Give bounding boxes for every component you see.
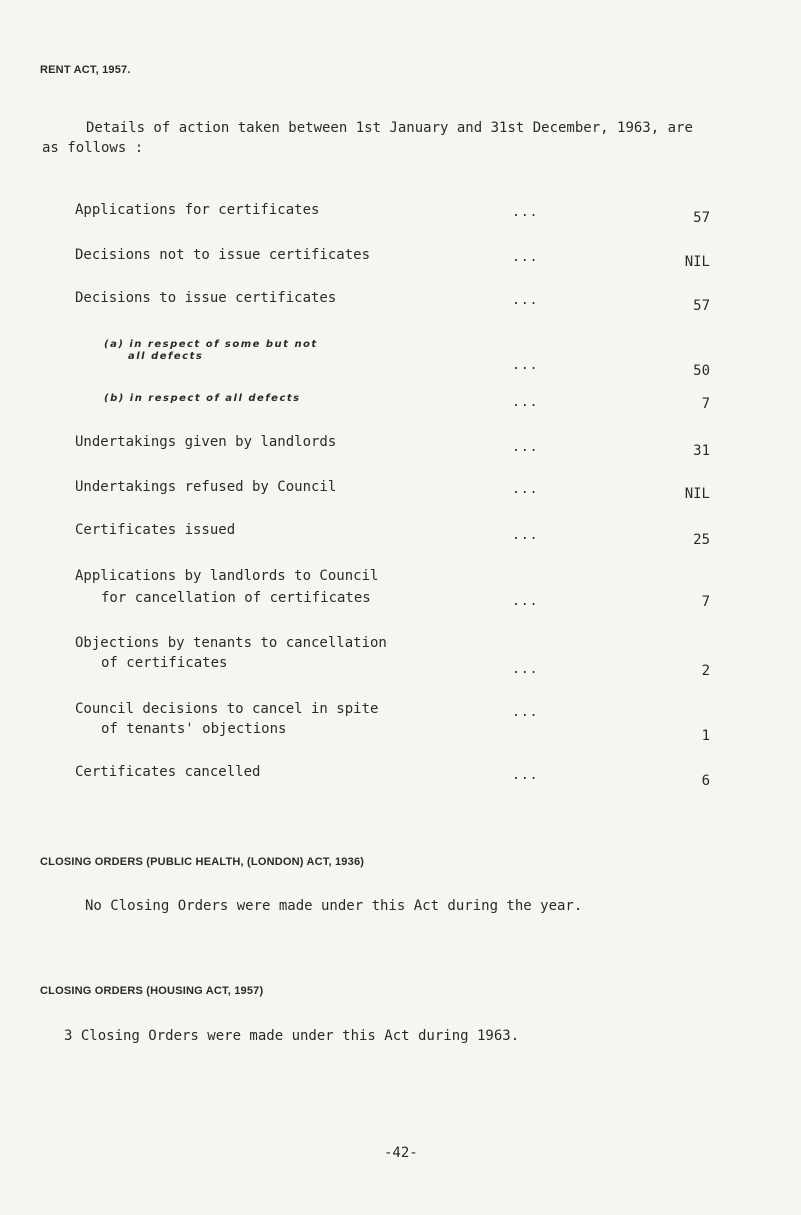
- row-undertakings-refused-value: NIL: [684, 486, 710, 502]
- row-decisions-issue-label: Decisions to issue certificates: [75, 290, 337, 306]
- intro-text-line1: Details of action taken between 1st January and 31st December, 1963, are: [86, 120, 693, 136]
- row-certificates-issued-label: Certificates issued: [75, 522, 236, 538]
- row-council-decisions-value: 1: [701, 728, 710, 744]
- row-objections-label-line1: Objections by tenants to cancellation: [75, 635, 387, 651]
- row-council-decisions-leader: ...: [512, 705, 539, 720]
- row-applications-cancellation-leader: ...: [512, 594, 539, 609]
- row-applications-value: 57: [693, 210, 710, 226]
- closing-housing-heading: CLOSING ORDERS (HOUSING ACT, 1957): [40, 985, 264, 997]
- row-some-defects-label-line1: (a) in respect of some but not: [104, 339, 318, 350]
- row-decisions-not-issue-leader: ...: [512, 250, 539, 265]
- row-all-defects-label: (b) in respect of all defects: [104, 393, 301, 404]
- closing-public-health-heading: CLOSING ORDERS (PUBLIC HEALTH, (LONDON) ACT, 1936): [40, 856, 365, 868]
- row-decisions-issue-leader: ...: [512, 293, 539, 308]
- row-undertakings-given-label: Undertakings given by landlords: [75, 434, 337, 450]
- row-undertakings-refused-leader: ...: [512, 482, 539, 497]
- row-applications-cancellation-label-line1: Applications by landlords to Council: [75, 568, 379, 584]
- row-applications-cancellation-label-line2: for cancellation of certificates: [101, 590, 371, 606]
- row-decisions-issue-value: 57: [693, 298, 710, 314]
- row-certificates-issued-leader: ...: [512, 528, 539, 543]
- intro-text-line2: as follows :: [42, 140, 144, 156]
- row-certificates-cancelled-label: Certificates cancelled: [75, 764, 261, 780]
- row-applications-leader: ...: [512, 205, 539, 220]
- page-number: -42-: [384, 1145, 418, 1161]
- row-objections-value: 2: [701, 663, 710, 679]
- row-applications-label: Applications for certificates: [75, 202, 320, 218]
- row-some-defects-value: 50: [693, 363, 710, 379]
- row-objections-leader: ...: [512, 662, 539, 677]
- rent-act-heading: RENT ACT, 1957.: [40, 64, 131, 76]
- row-certificates-issued-value: 25: [693, 532, 710, 548]
- row-decisions-not-issue-value: NIL: [684, 254, 710, 270]
- row-council-decisions-label-line2: of tenants' objections: [101, 721, 287, 737]
- row-decisions-not-issue-label: Decisions not to issue certificates: [75, 247, 371, 263]
- row-council-decisions-label-line1: Council decisions to cancel in spite: [75, 701, 379, 717]
- row-certificates-cancelled-value: 6: [701, 773, 710, 789]
- row-undertakings-refused-label: Undertakings refused by Council: [75, 479, 337, 495]
- row-undertakings-given-value: 31: [693, 443, 710, 459]
- closing-public-health-text: No Closing Orders were made under this Act during the year.: [85, 898, 583, 914]
- row-some-defects-leader: ...: [512, 358, 539, 373]
- closing-housing-text: 3 Closing Orders were made under this Act during 1963.: [64, 1028, 520, 1044]
- row-objections-label-line2: of certificates: [101, 655, 228, 671]
- row-certificates-cancelled-leader: ...: [512, 768, 539, 783]
- row-some-defects-label-line2: all defects: [128, 351, 204, 362]
- row-all-defects-value: 7: [701, 396, 710, 412]
- row-undertakings-given-leader: ...: [512, 440, 539, 455]
- row-applications-cancellation-value: 7: [701, 594, 710, 610]
- row-all-defects-leader: ...: [512, 395, 539, 410]
